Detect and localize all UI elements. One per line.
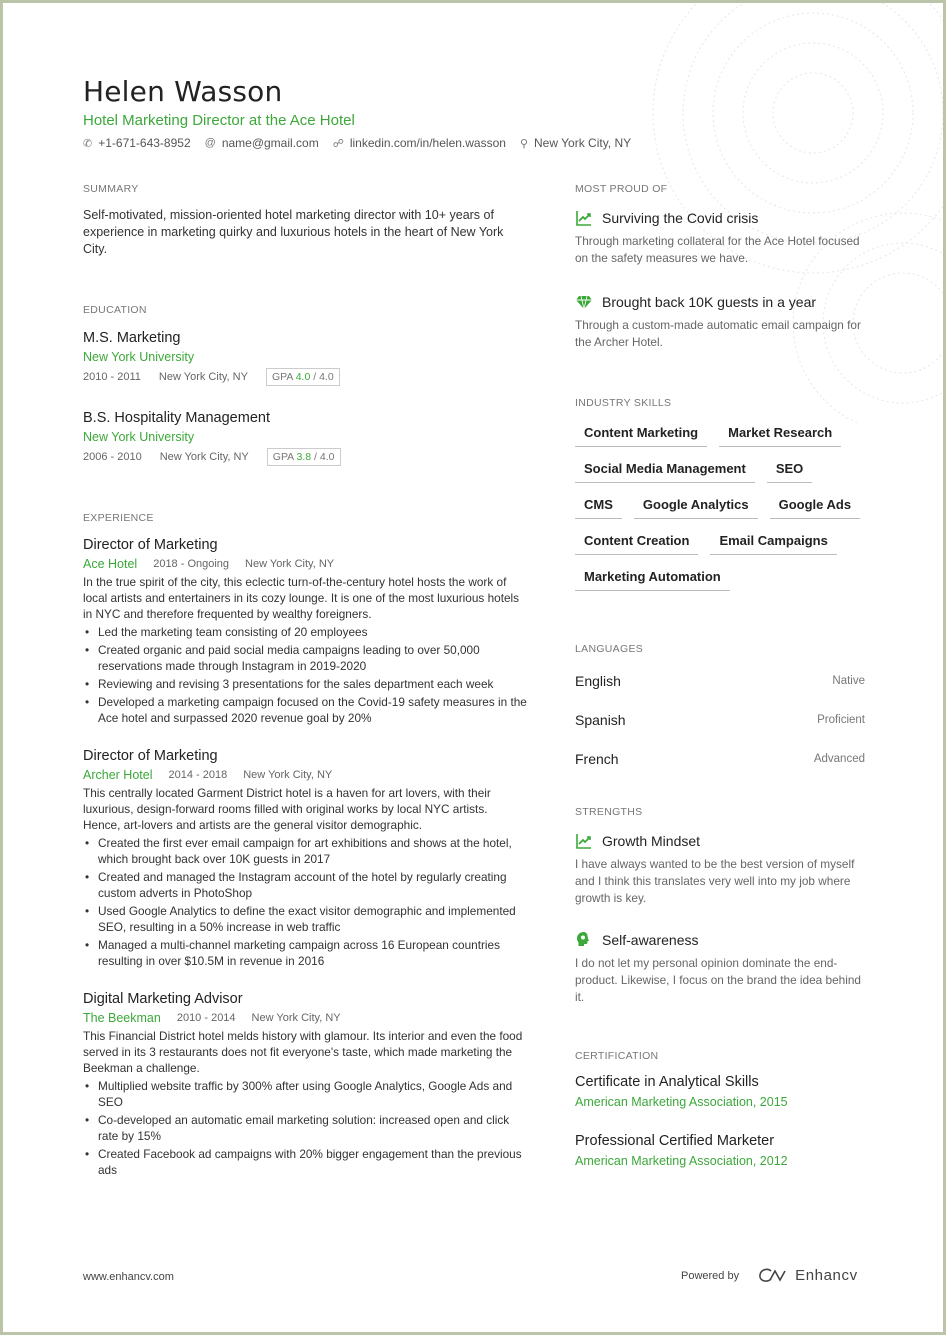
skills-list	[575, 421, 865, 591]
language-row	[575, 707, 865, 733]
job-dates: 2010 - 2014	[176, 1012, 236, 1024]
job-description: This centrally located Garment District hotel is a haven for art lovers, with their luxurious, design-forward rooms filled with original works by local NYC artists. Hence, art-lovers and artists are the general visitor demographic.	[83, 786, 491, 832]
job-bullet: • Created and managed the Instagram account of the hotel by regularly creating custom adverts in PhotoShop	[83, 869, 528, 901]
education-item	[83, 330, 528, 386]
strength-item	[575, 832, 865, 907]
head-icon	[575, 931, 593, 949]
proud-item-header	[575, 293, 865, 311]
skill-tag: Content Creation	[575, 529, 698, 555]
linkedin-text: linkedin.com/in/helen.wasson	[349, 136, 506, 150]
proud-item-desc: Through a custom-made automatic email campaign for the Archer Hotel.	[575, 318, 861, 349]
proud-item	[575, 293, 865, 351]
job-bullet: • Created the first ever email campaign for art exhibitions and shows at the hotel, which brought back over 10K guests in 2017	[83, 835, 528, 867]
contact-email[interactable]	[205, 136, 319, 150]
certification-title: CERTIFICATION	[575, 1050, 659, 1062]
summary-text: Self-motivated, mission-oriented hotel marketing director with 10+ years of experience in marketing quirky and luxurious hotels in the heart of New York City.	[83, 208, 504, 256]
languages-list	[575, 668, 865, 772]
experience-title: EXPERIENCE	[83, 512, 154, 524]
at-icon: @	[204, 137, 216, 149]
job-bullet: • Developed a marketing campaign focused on the Covid-19 safety measures in the Ace hotel and surpassed 2020 revenue goal by 20%	[83, 694, 528, 726]
education-school: New York University	[83, 430, 195, 444]
language-name: Spanish	[575, 712, 626, 728]
certification-name: Certificate in Analytical Skills	[575, 1074, 759, 1090]
certification-org: American Marketing Association, 2012	[575, 1154, 788, 1168]
skill-tag: Google Analytics	[634, 493, 758, 519]
strength-item-header	[575, 832, 865, 850]
strength-item-header	[575, 931, 865, 949]
phone-text: +1-671-643-8952	[98, 136, 191, 150]
language-level: Proficient	[817, 714, 865, 726]
left-column	[83, 183, 528, 1180]
job-location: New York City, NY	[245, 558, 335, 570]
proud-item-title: Surviving the Covid crisis	[602, 210, 759, 226]
candidate-name: Helen Wasson	[83, 75, 283, 108]
skill-tag: Marketing Automation	[575, 565, 730, 591]
skill-tag: CMS	[575, 493, 622, 519]
gpa-value: 4.0	[295, 371, 311, 383]
skill-tag: Market Research	[719, 421, 841, 447]
language-row	[575, 746, 865, 772]
job-meta	[83, 768, 528, 782]
right-column	[575, 183, 865, 1168]
strengths-title: STRENGTHS	[575, 806, 643, 818]
proud-item-desc: Through marketing collateral for the Ace Hotel focused on the safety measures we have.	[575, 234, 860, 265]
job-location: New York City, NY	[251, 1012, 341, 1024]
language-level: Advanced	[813, 753, 865, 765]
contact-linkedin[interactable]	[333, 136, 506, 150]
job-title: Digital Marketing Advisor	[83, 991, 243, 1007]
job-company: The Beekman	[83, 1011, 161, 1025]
candidate-headline: Hotel Marketing Director at the Ace Hotel	[83, 112, 355, 129]
job-meta	[83, 1011, 528, 1025]
job-description: In the true spirit of the city, this eclectic turn-of-the-century hotel hosts the work of local artists and entertainers in its cozy lounge. It is one of the most luxurious hotels in NYC and therefore frequented by wealthy foreigners.	[83, 575, 520, 621]
job-item	[83, 991, 528, 1178]
job-bullet: • Created organic and paid social media campaigns leading to over 50,000 reservations made through Instagram in 2019-2020	[83, 642, 528, 674]
contact-phone[interactable]	[83, 136, 191, 150]
strength-item-desc: I have always wanted to be the best version of myself and I think this translates very well into my job where growth is key.	[575, 857, 855, 905]
job-company: Archer Hotel	[83, 768, 153, 782]
proud-title: MOST PROUD OF	[575, 183, 668, 195]
skill-tag: SEO	[767, 457, 812, 483]
email-text: name@gmail.com	[221, 136, 319, 150]
strength-item-title: Growth Mindset	[602, 833, 701, 849]
strength-item	[575, 931, 865, 1006]
gpa-badge	[266, 368, 340, 386]
job-item	[83, 537, 528, 726]
job-description: This Financial District hotel melds history with glamour. Its interior and even the food served in its 3 restaurants does not fit everyone's taste, which made marketing the Beekman a challenge.	[83, 1029, 523, 1075]
proud-item-header	[575, 209, 865, 227]
education-item	[83, 410, 528, 466]
job-bullet: • Co-developed an automatic email marketing solution: increased open and click rate by 15%	[83, 1112, 528, 1144]
education-school: New York University	[83, 350, 195, 364]
footer-branding	[681, 1267, 858, 1284]
skill-tag: Email Campaigns	[710, 529, 836, 555]
job-item	[83, 748, 528, 969]
skill-tag: Social Media Management	[575, 457, 755, 483]
diamond-icon	[575, 293, 593, 311]
job-bullet: • Led the marketing team consisting of 20 employees	[83, 624, 528, 640]
languages-title: LANGUAGES	[575, 643, 644, 655]
skill-tag: Content Marketing	[575, 421, 707, 447]
gpa-value: 3.8	[296, 451, 312, 463]
footer-site-link[interactable]: www.enhancv.com	[83, 1271, 174, 1283]
language-name: English	[575, 673, 621, 689]
gpa-max: / 4.0	[311, 451, 335, 463]
education-location: New York City, NY	[159, 451, 249, 463]
strength-item-desc: I do not let my personal opinion dominate the end-product. Likewise, I focus on the brand the idea behind it.	[575, 956, 861, 1004]
job-location: New York City, NY	[243, 769, 333, 781]
language-row	[575, 668, 865, 694]
certification-item	[575, 1074, 865, 1109]
language-level: Native	[832, 675, 865, 687]
job-meta	[83, 557, 528, 571]
enhancv-logo[interactable]	[757, 1267, 858, 1284]
job-company: Ace Hotel	[83, 557, 138, 571]
job-bullets	[83, 835, 528, 969]
job-title: Director of Marketing	[83, 537, 218, 553]
gpa-label: GPA	[272, 451, 294, 463]
job-bullet: • Reviewing and revising 3 presentations for the sales department each week	[83, 676, 528, 692]
location-pin-icon: ⚲	[519, 137, 528, 150]
powered-by-text: Powered by	[681, 1269, 740, 1282]
link-icon: ☍	[332, 137, 344, 150]
job-bullets	[83, 624, 528, 726]
gpa-badge	[267, 448, 341, 466]
job-dates: 2018 - Ongoing	[153, 558, 230, 570]
language-name: French	[575, 751, 619, 767]
education-title: EDUCATION	[83, 304, 147, 316]
trend-up-icon	[575, 209, 593, 227]
proud-item-title: Brought back 10K guests in a year	[602, 294, 817, 310]
education-dates: 2010 - 2011	[83, 371, 141, 383]
phone-icon: ✆	[83, 137, 93, 150]
education-location: New York City, NY	[158, 371, 248, 383]
contact-location	[520, 136, 631, 150]
job-bullets	[83, 1078, 528, 1178]
job-bullet: • Multiplied website traffic by 300% after using Google Analytics, Google Ads and SEO	[83, 1078, 528, 1110]
gpa-max: / 4.0	[310, 371, 334, 383]
education-meta	[83, 448, 528, 466]
education-dates: 2006 - 2010	[83, 451, 142, 463]
certification-item	[575, 1133, 865, 1168]
job-bullet: • Managed a multi-channel marketing campaign across 16 European countries resulting in over $10.5M in revenue in 2016	[83, 937, 528, 969]
trend-up-icon	[575, 832, 593, 850]
job-bullet: • Created Facebook ad campaigns with 20% bigger engagement than the previous ads	[83, 1146, 528, 1178]
job-bullet: • Used Google Analytics to define the exact visitor demographic and implemented SEO, resulting in a 50% increase in web traffic	[83, 903, 528, 935]
strength-item-title: Self-awareness	[602, 932, 699, 948]
education-meta	[83, 368, 528, 386]
gpa-label: GPA	[271, 371, 293, 383]
skill-tag: Google Ads	[770, 493, 860, 519]
certification-org: American Marketing Association, 2015	[575, 1095, 788, 1109]
education-degree: B.S. Hospitality Management	[83, 410, 270, 426]
contact-bar	[83, 136, 631, 150]
certification-name: Professional Certified Marketer	[575, 1133, 775, 1149]
enhancv-logo-text: Enhancv	[795, 1267, 858, 1284]
skills-title: INDUSTRY SKILLS	[575, 397, 672, 409]
enhancv-logo-icon	[757, 1268, 789, 1284]
job-dates: 2014 - 2018	[168, 769, 228, 781]
proud-item	[575, 209, 865, 267]
job-title: Director of Marketing	[83, 748, 218, 764]
summary-title: SUMMARY	[83, 183, 139, 195]
education-degree: M.S. Marketing	[83, 330, 181, 346]
location-text: New York City, NY	[534, 136, 632, 150]
